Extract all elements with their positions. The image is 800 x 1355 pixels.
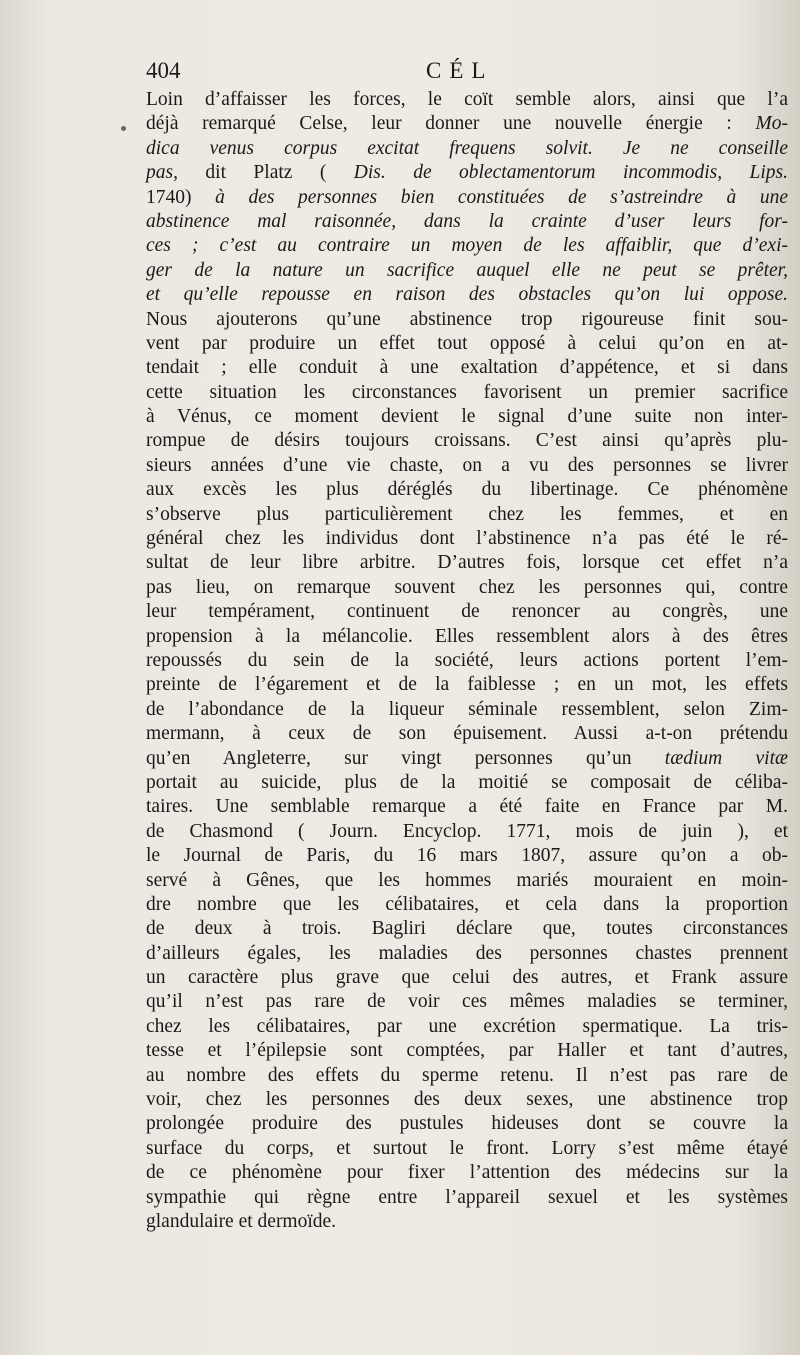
text-segment: tesse et l’épilepsie sont comptées, par Haller et tant d’autres, (146, 1040, 788, 1062)
text-line (146, 551, 788, 575)
text-line (146, 356, 788, 380)
text-segment: déjà remarqué Celse, leur donner une nouvelle énergie : (146, 113, 756, 135)
text-line (146, 234, 788, 258)
text-segment: propension à la mélancolie. Elles ressemblent alors à des êtres (146, 625, 788, 647)
text-segment: aux excès les plus déréglés du libertinage. Ce phénomène (146, 479, 788, 501)
text-segment: au nombre des effets du sperme retenu. Il n’est pas rare de (146, 1064, 788, 1086)
text-line (146, 1137, 788, 1161)
text-line (146, 649, 788, 673)
text-segment: preinte de l’égarement et de la faiblesse ; en un mot, les effets (146, 674, 788, 696)
text-line (146, 795, 788, 819)
text-segment: pas lieu, on remarque souvent chez les personnes qui, contre (146, 576, 788, 598)
text-segment: leur tempérament, continuent de renoncer au congrès, une (146, 601, 788, 623)
text-segment: taires. Une semblable remarque a été faite en France par M. (146, 796, 788, 818)
text-line (146, 600, 788, 624)
text-segment: repoussés du sein de la société, leurs actions portent l’em- (146, 649, 788, 671)
text-segment: de l’abondance de la liqueur séminale ressemblent, selon Zim- (146, 698, 788, 720)
text-line (146, 893, 788, 917)
text-segment: tendait ; elle conduit à une exaltation d’appétence, et si dans (146, 357, 788, 379)
text-line (146, 478, 788, 502)
text-line (146, 161, 788, 185)
text-segment: surface du corps, et surtout le front. Lorry s’est même étayé (146, 1137, 788, 1159)
text-segment: sympathie qui règne entre l’appareil sexuel et les systèmes (146, 1186, 788, 1208)
italic-segment: tædium vitæ (664, 747, 789, 769)
text-line (146, 210, 788, 234)
text-segment: dit Platz ( (177, 162, 354, 184)
italic-segment: Mo- (755, 113, 788, 135)
text-segment: d’ailleurs égales, les maladies des personnes chastes prennent (146, 942, 788, 964)
text-segment: à Vénus, ce moment devient le signal d’une suite non inter- (146, 406, 788, 428)
italic-segment: ces ; c’est au contraire un moyen de les affaiblir, que d’exi- (146, 235, 788, 257)
text-segment: qu’il n’est pas rare de voir ces mêmes maladies se terminer, (146, 991, 788, 1013)
running-head: CÉL (426, 58, 494, 83)
text-line (146, 1088, 788, 1112)
text-segment: général chez les individus dont l’abstinence n’a pas été le ré- (146, 528, 788, 550)
italic-segment: Dis. de oblectamentorum incommodis, Lips. (353, 162, 788, 184)
text-line (146, 1112, 788, 1136)
text-line (146, 844, 788, 868)
text-segment: dre nombre que les célibataires, et cela dans la proportion (146, 893, 788, 915)
text-segment: mermann, à ceux de son épuisement. Aussi a-t-on prétendu (146, 723, 788, 745)
text-line (146, 527, 788, 551)
text-line (146, 917, 788, 941)
text-line (146, 405, 788, 429)
text-line (146, 112, 788, 136)
italic-segment: pas, (146, 162, 178, 184)
text-segment: qu’en Angleterre, sur vingt personnes qu’un (146, 747, 665, 769)
text-line (146, 673, 788, 697)
text-line (146, 1161, 788, 1185)
text-segment: 1740) (146, 186, 216, 208)
text-line (146, 1210, 788, 1234)
text-line (146, 332, 788, 356)
text-segment: portait au suicide, plus de la moitié se composait de céliba- (146, 771, 788, 793)
text-segment: cette situation les circonstances favorisent un premier sacrifice (146, 381, 788, 403)
text-line (146, 88, 788, 112)
text-line (146, 308, 788, 332)
italic-segment: et qu’elle repousse en raison des obstacles qu’on lui oppose. (146, 284, 788, 306)
text-line (146, 137, 788, 161)
text-line (146, 722, 788, 746)
text-segment: sieurs années d’une vie chaste, on a vu des personnes se livrer (146, 454, 788, 476)
text-segment: sultat de leur libre arbitre. D’autres fois, lorsque cet effet n’a (146, 552, 788, 574)
text-line (146, 698, 788, 722)
body-text (146, 88, 788, 1234)
text-line (146, 1064, 788, 1088)
italic-segment: à des personnes bien constituées de s’astreindre à une (215, 186, 788, 208)
italic-segment: dica venus corpus excitat frequens solvit. Je ne conseille (146, 137, 788, 159)
text-segment: glandulaire et dermoïde. (146, 1210, 337, 1232)
text-segment: de Chasmond ( Journ. Encyclop. 1771, mois de juin ), et (146, 820, 788, 842)
text-segment: un caractère plus grave que celui des autres, et Frank assure (146, 967, 788, 989)
text-line (146, 429, 788, 453)
text-segment: le Journal de Paris, du 16 mars 1807, assure qu’on a ob- (146, 845, 788, 867)
text-segment: Nous ajouterons qu’une abstinence trop rigoureuse finit sou- (146, 308, 788, 330)
text-line (146, 942, 788, 966)
italic-segment: abstinence mal raisonnée, dans la crainte d’user leurs for- (146, 210, 788, 232)
text-line (146, 381, 788, 405)
text-segment: voir, chez les personnes des deux sexes, une abstinence trop (146, 1089, 788, 1111)
italic-segment: ger de la nature un sacrifice auquel elle ne peut se prêter, (146, 259, 788, 281)
text-line (146, 966, 788, 990)
text-line (146, 625, 788, 649)
text-line (146, 259, 788, 283)
text-line (146, 283, 788, 307)
text-line (146, 454, 788, 478)
text-segment: s’observe plus particulièrement chez les femmes, et en (146, 503, 788, 525)
text-segment: de ce phénomène pour fixer l’attention des médecins sur la (146, 1162, 788, 1184)
text-line (146, 1186, 788, 1210)
text-segment: chez les célibataires, par une excrétion spermatique. La tris- (146, 1015, 788, 1037)
page-header (146, 58, 786, 90)
text-line (146, 820, 788, 844)
text-line (146, 1015, 788, 1039)
text-line (146, 747, 788, 771)
text-line (146, 990, 788, 1014)
text-line (146, 503, 788, 527)
text-segment: prolongée produire des pustules hideuses dont se couvre la (146, 1113, 788, 1135)
text-segment: Loin d’affaisser les forces, le coït semble alors, ainsi que l’a (146, 89, 788, 110)
text-line (146, 1039, 788, 1063)
text-segment: vent par produire un effet tout opposé à celui qu’on en at- (146, 332, 788, 354)
text-line (146, 186, 788, 210)
text-segment: servé à Gênes, que les hommes mariés mouraient en moin- (146, 869, 788, 891)
text-line (146, 576, 788, 600)
text-segment: rompue de désirs toujours croissans. C’est ainsi qu’après plu- (146, 430, 788, 452)
page-number: 404 (146, 58, 181, 83)
margin-mark (121, 126, 126, 131)
text-line (146, 771, 788, 795)
text-segment: de deux à trois. Bagliri déclare que, toutes circonstances (146, 918, 788, 940)
text-line (146, 869, 788, 893)
